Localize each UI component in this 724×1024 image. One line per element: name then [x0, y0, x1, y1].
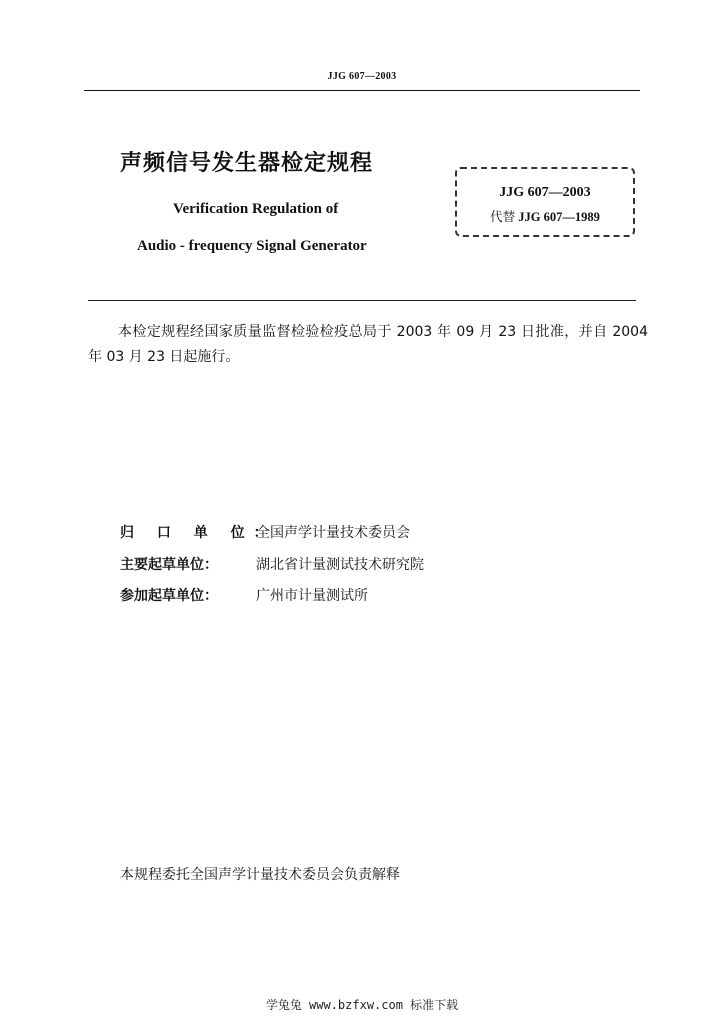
unit-label: 参加起草单位： — [120, 588, 218, 604]
header-rule — [84, 90, 640, 91]
unit-value: 广州市计量测试所 — [256, 588, 368, 604]
replaces-code: JJG 607—1989 — [518, 210, 600, 224]
approval-paragraph: 本检定规程经国家质量监督检验检疫总局于 2003 年 09 月 23 日批准，并自 2004 年 03 月 23 日起施行。 — [88, 324, 648, 365]
code-box-replaces — [455, 207, 635, 225]
title-english-line2: Audio - frequency Signal Generator — [137, 238, 367, 254]
unit-value: 湖北省计量测试技术研究院 — [256, 557, 424, 573]
interpretation-note: 本规程委托全国声学计量技术委员会负责解释 — [120, 867, 400, 883]
header-standard-code: JJG 607—2003 — [327, 71, 397, 82]
unit-row-main-drafter — [120, 554, 424, 574]
footer-watermark-link[interactable]: 学兔兔 www.bzfxw.com 标准下载 — [265, 998, 459, 1012]
title-chinese: 声频信号发生器检定规程 — [120, 151, 374, 176]
section-rule — [88, 300, 636, 301]
unit-value: 全国声学计量技术委员会 — [256, 525, 410, 541]
code-box-code: JJG 607—2003 — [499, 185, 591, 200]
unit-label: 主要起草单位： — [120, 557, 218, 573]
unit-label: 归 口 单 位： — [120, 525, 277, 541]
replaces-prefix: 代替 — [490, 210, 516, 224]
unit-row-participating-drafter — [120, 585, 368, 605]
title-english-line1: Verification Regulation of — [173, 201, 339, 217]
standard-code-box — [455, 167, 635, 237]
unit-row-responsible — [120, 522, 410, 542]
